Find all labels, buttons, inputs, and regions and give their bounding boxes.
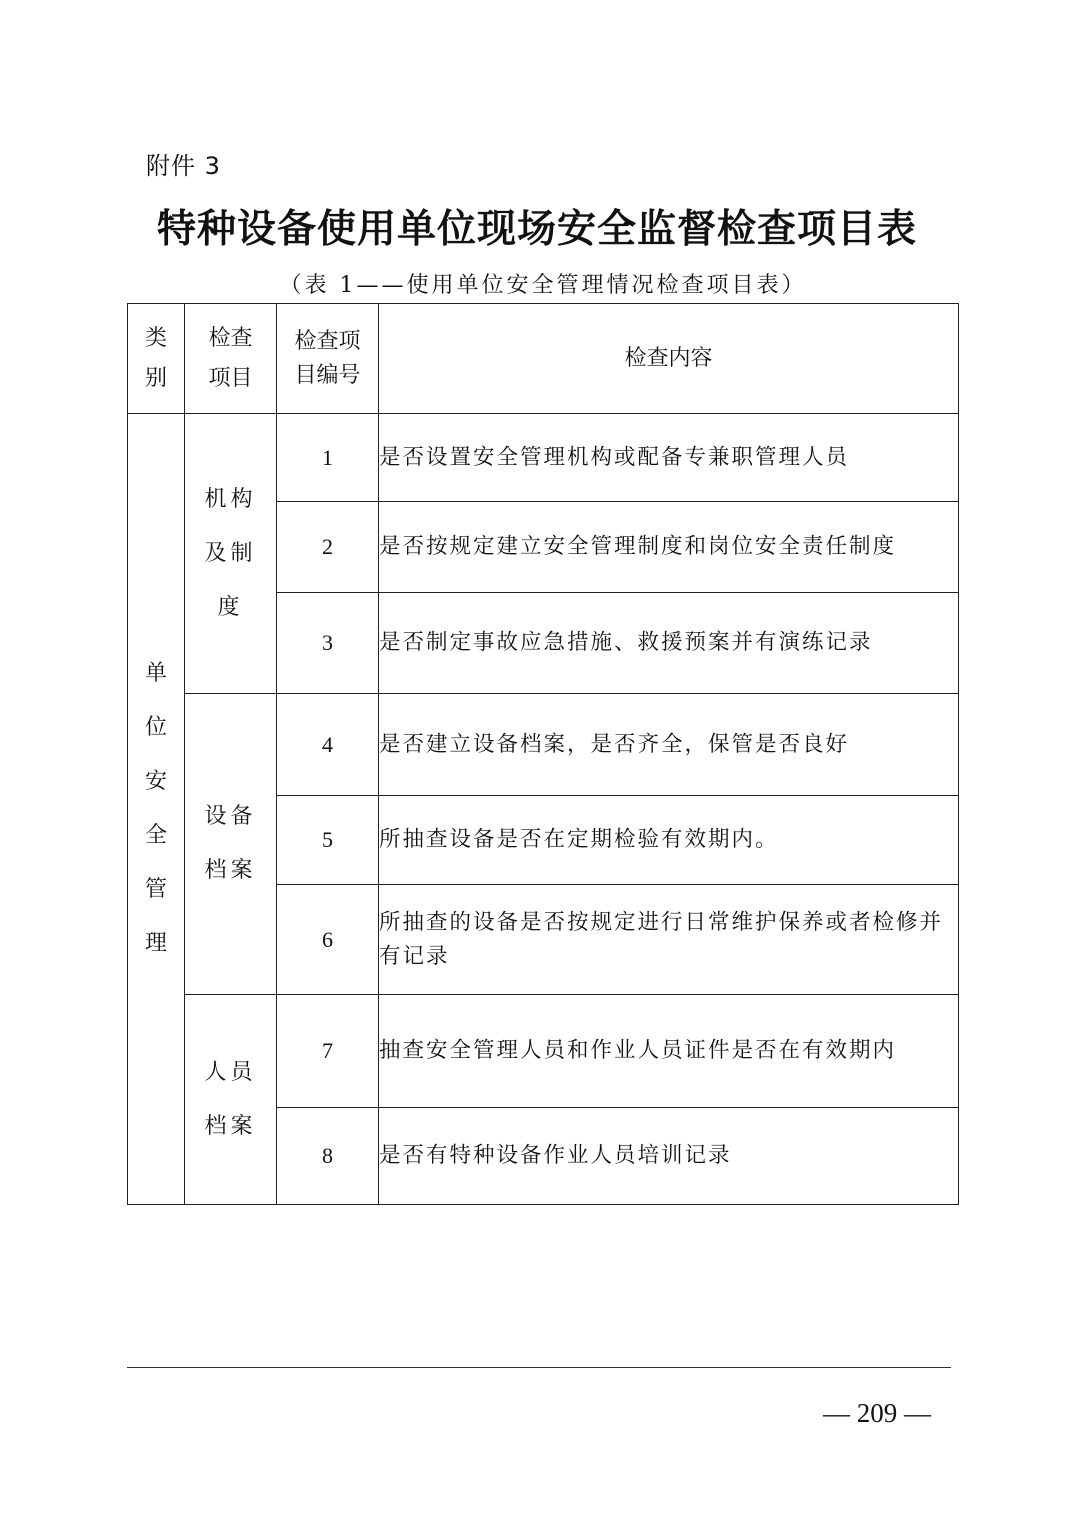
item-number: 5 [277,796,379,885]
table-row [128,995,959,1108]
item-content: 抽查安全管理人员和作业人员证件是否在有效期内 [379,995,959,1108]
item-number: 2 [277,502,379,593]
header-category: 类 别 [128,304,185,414]
table-subtitle: （表 1——使用单位安全管理情况检查项目表） [279,273,807,298]
document-title: 特种设备使用单位现场安全监督检查项目表 [156,207,917,252]
category-cell: 单 位 安 全 管 理 [128,414,185,1205]
item-number: 6 [277,885,379,995]
item-number: 7 [277,995,379,1108]
item-content: 是否设置安全管理机构或配备专兼职管理人员 [379,414,959,502]
header-content: 检查内容 [379,304,959,414]
item-content: 是否制定事故应急措施、救援预案并有演练记录 [379,593,959,694]
item-content: 是否有特种设备作业人员培训记录 [379,1108,959,1205]
group-institution: 机构 及制 度 [185,414,277,694]
page-number: — 209 — [823,1398,931,1428]
group-equipment-records: 设备 档案 [185,694,277,995]
table-row [128,414,959,502]
table-row [128,694,959,796]
footer-divider [127,1367,951,1368]
header-item-number: 检查项 目编号 [277,304,379,414]
item-number: 8 [277,1108,379,1205]
item-content: 是否建立设备档案，是否齐全，保管是否良好 [379,694,959,796]
header-item: 检查 项目 [185,304,277,414]
item-content: 所抽查设备是否在定期检验有效期内。 [379,796,959,885]
group-personnel-records: 人员 档案 [185,995,277,1205]
item-number: 1 [277,414,379,502]
attachment-label: 附件 3 [146,152,221,180]
table-header-row [128,304,959,414]
inspection-items-table [127,303,959,1205]
item-content: 所抽查的设备是否按规定进行日常维护保养或者检修并有记录 [379,885,959,995]
item-content: 是否按规定建立安全管理制度和岗位安全责任制度 [379,502,959,593]
item-number: 3 [277,593,379,694]
item-number: 4 [277,694,379,796]
